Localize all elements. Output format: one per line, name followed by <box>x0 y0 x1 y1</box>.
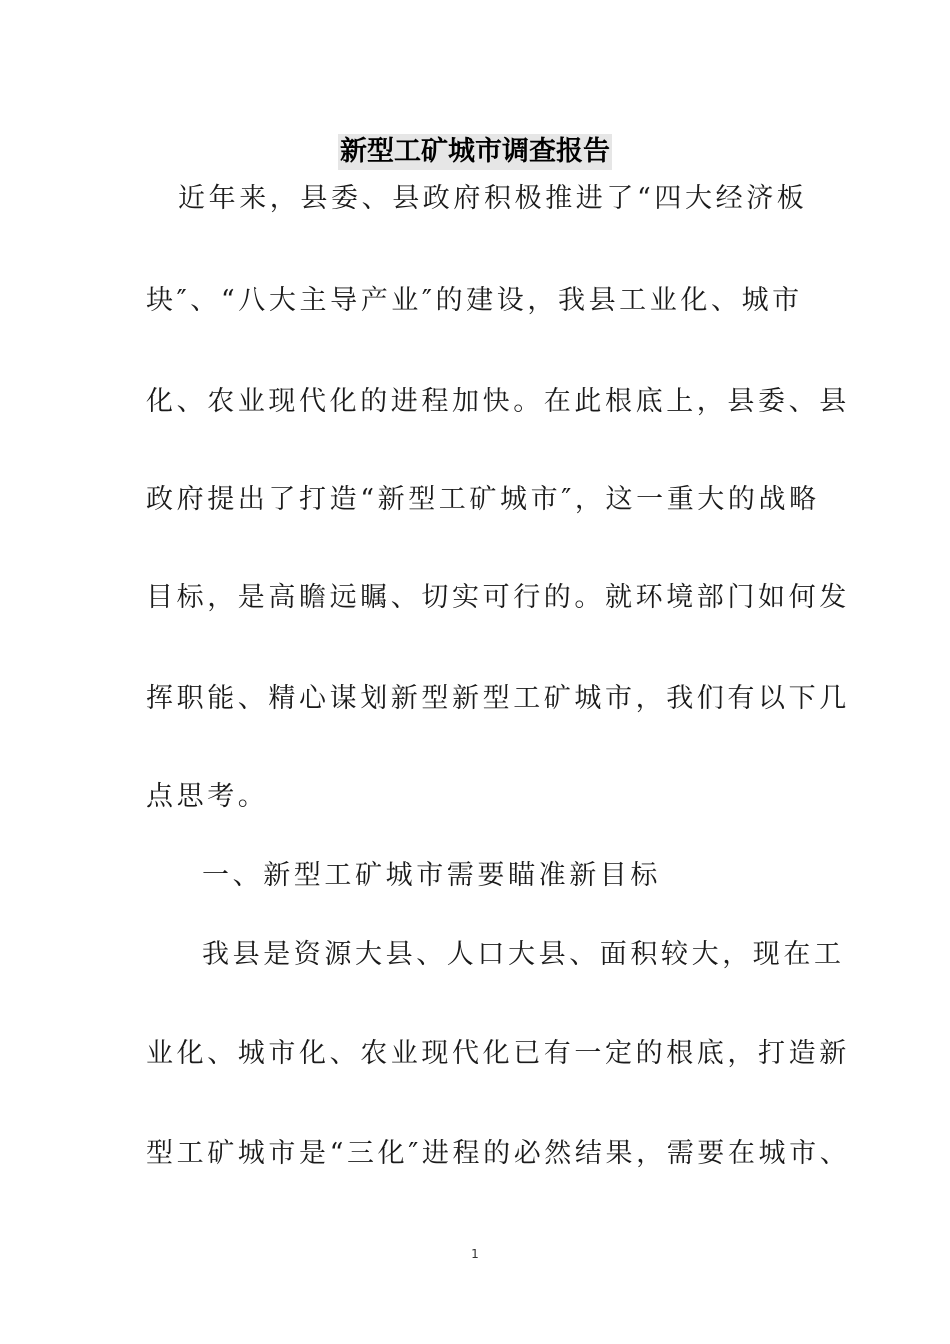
document-title-text: 新型工矿城市调查报告 <box>338 134 612 170</box>
paragraph-line-5: 目标，是高瞻远瞩、切实可行的。就环境部门如何发 <box>146 582 850 613</box>
paragraph-line-10: 型工矿城市是“三化″进程的必然结果，需要在城市、 <box>146 1138 851 1169</box>
paragraph-line-2: 块″、“八大主导产业″的建设，我县工业化、城市 <box>146 285 803 316</box>
section-heading-1: 一、新型工矿城市需要瞄准新目标 <box>202 860 661 891</box>
paragraph-line-8: 我县是资源大县、人口大县、面积较大，现在工 <box>202 939 845 970</box>
paragraph-line-3: 化、农业现代化的进程加快。在此根底上，县委、县 <box>146 386 850 417</box>
paragraph-line-4: 政府提出了打造“新型工矿城市″，这一重大的战略 <box>146 484 820 515</box>
paragraph-line-1: 近年来，县委、县政府积极推进了“四大经济板 <box>178 183 808 214</box>
paragraph-line-6: 挥职能、精心谋划新型新型工矿城市，我们有以下几 <box>146 683 850 714</box>
paragraph-line-9: 业化、城市化、农业现代化已有一定的根底，打造新 <box>146 1038 850 1069</box>
page-number: 1 <box>471 1247 479 1261</box>
document-title <box>0 130 950 170</box>
paragraph-line-7: 点思考。 <box>146 781 269 812</box>
